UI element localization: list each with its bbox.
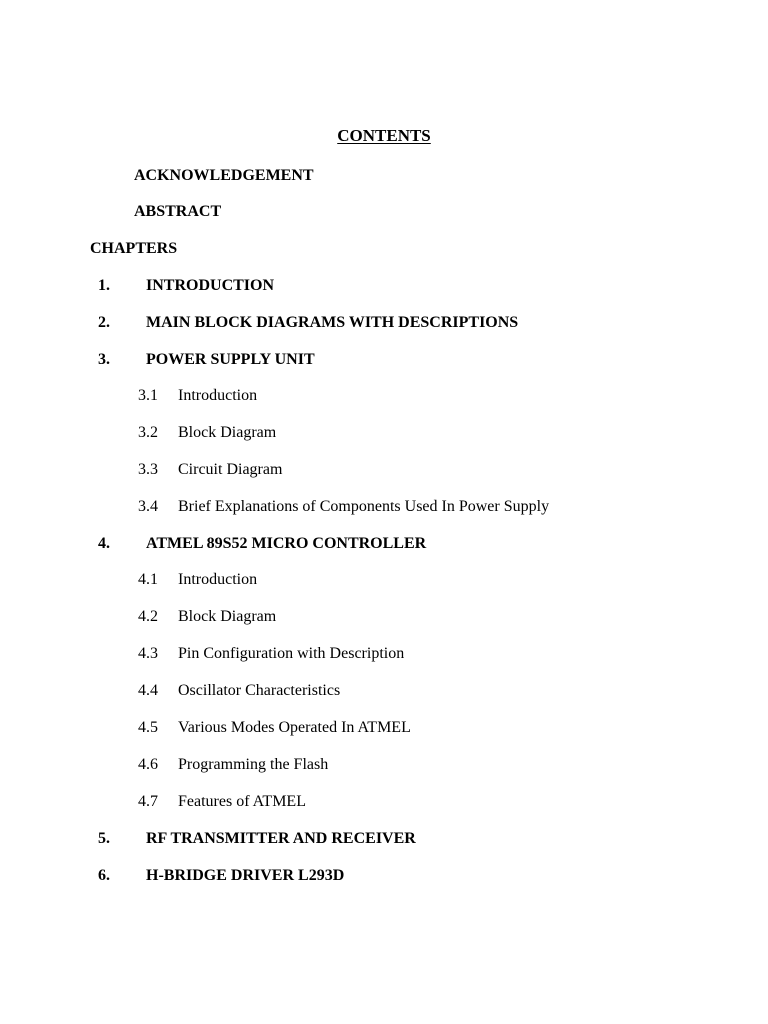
chapter-title: INTRODUCTION xyxy=(146,277,275,294)
chapter-number: 5. xyxy=(98,830,110,847)
toc-section-4-3 xyxy=(138,644,404,664)
section-title: Features of ATMEL xyxy=(178,793,306,810)
chapter-title: RF TRANSMITTER AND RECEIVER xyxy=(146,830,416,847)
toc-section-4-4 xyxy=(138,681,340,701)
toc-section-3-4 xyxy=(138,497,549,517)
section-number: 4.7 xyxy=(138,793,158,810)
section-title: Various Modes Operated In ATMEL xyxy=(178,719,411,736)
chapter-number: 6. xyxy=(98,867,110,884)
toc-section-4-1 xyxy=(138,570,257,590)
page-title: CONTENTS xyxy=(337,126,431,145)
chapter-number: 4. xyxy=(98,535,110,552)
section-number: 4.4 xyxy=(138,682,158,699)
section-title: Block Diagram xyxy=(178,424,277,441)
toc-chapter-3 xyxy=(98,350,315,370)
section-title: Pin Configuration with Description xyxy=(178,645,405,662)
toc-chapter-2 xyxy=(98,313,518,333)
chapter-title: H-BRIDGE DRIVER L293D xyxy=(146,867,345,884)
section-number: 3.4 xyxy=(138,498,158,515)
section-title: Circuit Diagram xyxy=(178,461,283,478)
section-title: Introduction xyxy=(178,387,258,404)
section-title: Brief Explanations of Components Used In Power Supply xyxy=(178,498,550,515)
toc-chapter-1 xyxy=(98,276,274,296)
toc-section-4-7 xyxy=(138,792,306,812)
chapter-number: 3. xyxy=(98,351,110,368)
section-title: Introduction xyxy=(178,571,258,588)
section-number: 4.2 xyxy=(138,608,158,625)
section-title: Oscillator Characteristics xyxy=(178,682,341,699)
section-number: 4.5 xyxy=(138,719,158,736)
chapter-title: MAIN BLOCK DIAGRAMS WITH DESCRIPTIONS xyxy=(146,314,519,331)
section-number: 3.3 xyxy=(138,461,158,478)
section-number: 4.6 xyxy=(138,756,158,773)
toc-abstract: ABSTRACT xyxy=(134,203,222,220)
section-number: 3.2 xyxy=(138,424,158,441)
section-number: 3.1 xyxy=(138,387,158,404)
section-title: Programming the Flash xyxy=(178,756,329,773)
toc-section-4-5 xyxy=(138,718,411,738)
section-number: 4.1 xyxy=(138,571,158,588)
section-number: 4.3 xyxy=(138,645,158,662)
chapter-number: 2. xyxy=(98,314,110,331)
toc-section-3-2 xyxy=(138,423,276,443)
toc-section-3-3 xyxy=(138,460,282,480)
toc-section-3-1 xyxy=(138,386,257,406)
section-title: Block Diagram xyxy=(178,608,277,625)
chapter-title: POWER SUPPLY UNIT xyxy=(146,351,315,368)
chapters-heading: CHAPTERS xyxy=(90,240,178,257)
toc-chapter-5 xyxy=(98,829,416,849)
toc-section-4-2 xyxy=(138,607,276,627)
chapter-title: ATMEL 89S52 MICRO CONTROLLER xyxy=(146,535,427,552)
toc-acknowledgement: ACKNOWLEDGEMENT xyxy=(134,167,314,184)
toc-section-4-6 xyxy=(138,755,328,775)
toc-chapter-6 xyxy=(98,866,344,886)
toc-chapter-4 xyxy=(98,534,426,554)
chapter-number: 1. xyxy=(98,277,110,294)
